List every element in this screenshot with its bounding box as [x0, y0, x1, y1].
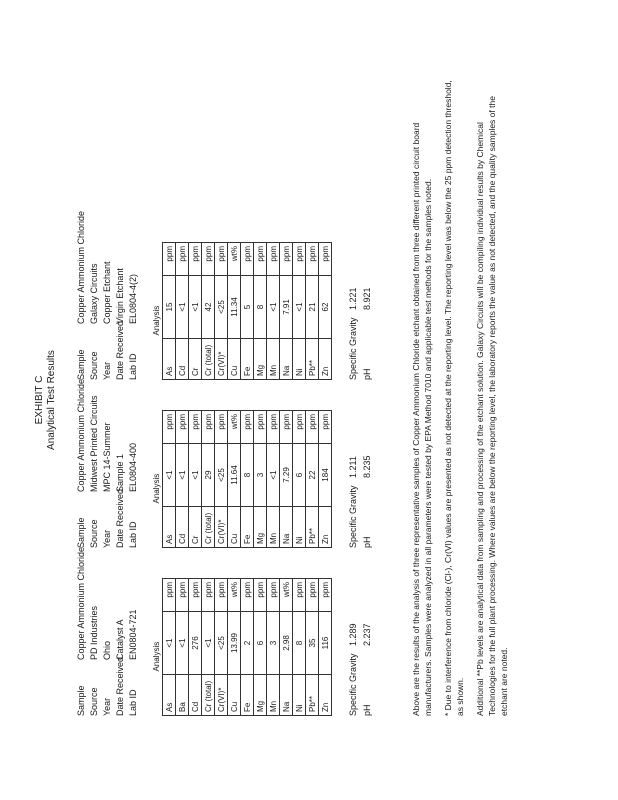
- analyte-cell: Cr(VI)*: [215, 675, 228, 716]
- value-cell: 2.98: [280, 612, 293, 675]
- analyte-cell: Ni: [293, 507, 306, 548]
- info-value: Copper Ammonium Chloride: [76, 546, 86, 660]
- analyte-cell: Cu: [228, 507, 241, 548]
- info-label: Sample: [76, 685, 86, 716]
- exhibit-title: EXHIBIT C: [34, 375, 45, 425]
- value-cell: 42: [202, 276, 215, 339]
- table-row: [215, 411, 228, 548]
- unit-cell: ppm: [280, 411, 293, 444]
- specific-gravity-label: Specific Gravity: [348, 653, 358, 716]
- table-row: [293, 411, 306, 548]
- value-cell: <1: [163, 612, 176, 675]
- analyte-cell: Pb**: [306, 339, 319, 380]
- info-label: Date Received: [115, 488, 125, 548]
- analysis-table: [150, 242, 332, 380]
- ph-label: pH: [362, 536, 372, 548]
- info-value: Virgin Etchant: [115, 268, 125, 324]
- unit-cell: ppm: [267, 243, 280, 276]
- value-cell: <1: [202, 612, 215, 675]
- value-cell: 184: [319, 444, 332, 507]
- analyte-cell: Mg: [254, 675, 267, 716]
- table-row: [280, 411, 293, 548]
- value-cell: <1: [163, 444, 176, 507]
- unit-cell: ppm: [319, 579, 332, 612]
- unit-cell: ppm: [280, 243, 293, 276]
- analyte-cell: Ba: [176, 675, 189, 716]
- analysis-table: [150, 578, 332, 716]
- table-row: [254, 579, 267, 716]
- specific-gravity-label: Specific Gravity: [348, 317, 358, 380]
- table-row: [163, 243, 176, 380]
- table-row: [176, 243, 189, 380]
- unit-cell: ppm: [319, 411, 332, 444]
- ph-value: 8.235: [362, 455, 372, 478]
- value-cell: <25: [215, 276, 228, 339]
- table-row: [163, 579, 176, 716]
- unit-cell: ppm: [306, 579, 319, 612]
- info-value: Copper Ammonium Chloride: [76, 210, 86, 324]
- info-value: Copper Etchant: [102, 261, 112, 324]
- table-row: [306, 243, 319, 380]
- table-row: [306, 411, 319, 548]
- unit-cell: wt%: [228, 243, 241, 276]
- value-cell: 8: [241, 444, 254, 507]
- value-cell: 7.91: [280, 276, 293, 339]
- unit-cell: ppm: [293, 411, 306, 444]
- unit-cell: ppm: [241, 243, 254, 276]
- info-value: Sample 1: [115, 453, 125, 492]
- value-cell: <1: [176, 444, 189, 507]
- info-label: Year: [102, 529, 112, 548]
- info-value: EL0804-4(2): [128, 273, 138, 324]
- analyte-cell: Pb**: [306, 675, 319, 716]
- analyte-cell: Cd: [189, 675, 202, 716]
- unit-cell: ppm: [306, 411, 319, 444]
- unit-cell: ppm: [176, 243, 189, 276]
- info-label: Source: [89, 687, 99, 716]
- unit-cell: ppm: [319, 243, 332, 276]
- table-row: [267, 579, 280, 716]
- table-row: [176, 411, 189, 548]
- table-row: [293, 579, 306, 716]
- value-cell: <25: [215, 612, 228, 675]
- info-value: MPC 14-Summer: [102, 422, 112, 492]
- table-row: [189, 411, 202, 548]
- value-cell: <1: [189, 444, 202, 507]
- note-paragraph: Additional **Pb levels are analytical data from sampling and processing of the etchant solution. Galaxy Circuits will be compiling individual results by Chemical Technologies for the full plant processing. Where values are below the reporting level, the laboratory reports the value as not detected, and the quality samples of the etchant are noted.: [475, 96, 509, 716]
- analyte-cell: Zn: [319, 675, 332, 716]
- table-row: [267, 411, 280, 548]
- unit-cell: ppm: [215, 243, 228, 276]
- value-cell: 8: [254, 276, 267, 339]
- specific-gravity-value: 1.211: [348, 456, 358, 478]
- unit-cell: ppm: [293, 579, 306, 612]
- table-row: [228, 579, 241, 716]
- info-label: Lab ID: [128, 521, 138, 548]
- analyte-cell: Fe: [241, 507, 254, 548]
- table-row: [254, 411, 267, 548]
- specific-gravity-label: Specific Gravity: [348, 485, 358, 548]
- unit-cell: ppm: [241, 411, 254, 444]
- value-cell: 35: [306, 612, 319, 675]
- table-row: [306, 579, 319, 716]
- unit-cell: ppm: [176, 411, 189, 444]
- analyte-cell: Fe: [241, 675, 254, 716]
- info-label: Source: [89, 351, 99, 380]
- table-row: [215, 243, 228, 380]
- value-cell: 276: [189, 612, 202, 675]
- ph-value: 8.921: [362, 287, 372, 310]
- unit-cell: ppm: [163, 411, 176, 444]
- table-row: [202, 243, 215, 380]
- analyte-cell: Cu: [228, 339, 241, 380]
- value-cell: 6: [293, 444, 306, 507]
- analyte-cell: Ni: [293, 339, 306, 380]
- table-header: Analysis: [150, 411, 163, 507]
- unit-cell: wt%: [228, 579, 241, 612]
- info-value: Galaxy Circuits: [89, 263, 99, 324]
- value-cell: 13.99: [228, 612, 241, 675]
- table-header: Analysis: [150, 579, 163, 675]
- table-row: [319, 579, 332, 716]
- table-row: [280, 243, 293, 380]
- ph-label: pH: [362, 704, 372, 716]
- analyte-cell: Na: [280, 339, 293, 380]
- unit-cell: ppm: [241, 579, 254, 612]
- note-paragraph: * Due to interference from chloride (Cl-), Cr(VI) values are presented as not detected at the reporting level. The reporting level was below the 25 ppm detection threshold, as shown.: [443, 80, 465, 716]
- unit-cell: ppm: [163, 243, 176, 276]
- table-row: [267, 243, 280, 380]
- unit-cell: wt%: [228, 411, 241, 444]
- table-row: [254, 243, 267, 380]
- analyte-cell: Mn: [267, 507, 280, 548]
- unit-cell: ppm: [254, 243, 267, 276]
- value-cell: 3: [254, 444, 267, 507]
- info-value: PD Industries: [89, 605, 99, 660]
- analyte-cell: Mn: [267, 339, 280, 380]
- value-cell: <1: [176, 612, 189, 675]
- analyte-cell: Zn: [319, 507, 332, 548]
- analyte-cell: Mg: [254, 507, 267, 548]
- value-cell: 29: [202, 444, 215, 507]
- info-label: Sample: [76, 517, 86, 548]
- note-paragraph: Above are the results of the analysis of three representative samples of Copper Ammonium Chloride etchant obtained from three different printed circuit board manufacturers. Samples were analyzed in all parameters were tested by EPA Method 7010 and applicable test methods for the samples noted.: [411, 122, 433, 716]
- unit-cell: ppm: [254, 579, 267, 612]
- table-row: [241, 411, 254, 548]
- table-row: [319, 243, 332, 380]
- table-row: [228, 243, 241, 380]
- value-cell: 11.64: [228, 444, 241, 507]
- unit-cell: wt%: [280, 579, 293, 612]
- table-row: [280, 579, 293, 716]
- table-row: [228, 411, 241, 548]
- info-value: Catalyst A: [115, 619, 125, 660]
- analyte-cell: Cr(VI)*: [215, 507, 228, 548]
- value-cell: 116: [319, 612, 332, 675]
- analyte-cell: Cr(VI)*: [215, 339, 228, 380]
- unit-cell: ppm: [189, 411, 202, 444]
- value-cell: <1: [267, 276, 280, 339]
- value-cell: 62: [319, 276, 332, 339]
- value-cell: 6: [254, 612, 267, 675]
- value-cell: 11.34: [228, 276, 241, 339]
- unit-cell: ppm: [202, 411, 215, 444]
- unit-cell: ppm: [267, 411, 280, 444]
- info-label: Source: [89, 519, 99, 548]
- analyte-cell: Pb**: [306, 507, 319, 548]
- value-cell: 5: [241, 276, 254, 339]
- table-row: [241, 579, 254, 716]
- info-value: Copper Ammonium Chloride: [76, 378, 86, 492]
- analyte-cell: Cd: [176, 507, 189, 548]
- table-row: [176, 579, 189, 716]
- value-cell: <1: [189, 276, 202, 339]
- info-label: Year: [102, 697, 112, 716]
- info-value: EN0804-721: [128, 609, 138, 660]
- notes-section: [410, 76, 518, 716]
- value-cell: 21: [306, 276, 319, 339]
- value-cell: 8: [293, 612, 306, 675]
- ph-label: pH: [362, 368, 372, 380]
- analyte-cell: Cr (total): [202, 675, 215, 716]
- value-cell: <1: [267, 444, 280, 507]
- unit-cell: ppm: [189, 579, 202, 612]
- table-row: [189, 579, 202, 716]
- table-header: Analysis: [150, 243, 163, 339]
- value-cell: 7.29: [280, 444, 293, 507]
- analyte-cell: Cd: [176, 339, 189, 380]
- unit-cell: ppm: [202, 579, 215, 612]
- table-row: [293, 243, 306, 380]
- unit-cell: ppm: [215, 411, 228, 444]
- unit-cell: ppm: [176, 579, 189, 612]
- analyte-cell: Zn: [319, 339, 332, 380]
- analyte-cell: As: [163, 507, 176, 548]
- analyte-cell: Na: [280, 507, 293, 548]
- analyte-cell: Cr (total): [202, 507, 215, 548]
- unit-cell: ppm: [267, 579, 280, 612]
- analyte-cell: Ni: [293, 675, 306, 716]
- unit-cell: ppm: [254, 411, 267, 444]
- value-cell: 15: [163, 276, 176, 339]
- specific-gravity-value: 1.289: [348, 623, 358, 646]
- table-row: [189, 243, 202, 380]
- exhibit-subtitle: Analytical Test Results: [46, 350, 57, 450]
- info-value: Midwest Printed Circuits: [89, 395, 99, 492]
- analyte-cell: Cr: [189, 339, 202, 380]
- analyte-cell: Mn: [267, 675, 280, 716]
- unit-cell: ppm: [163, 579, 176, 612]
- unit-cell: ppm: [293, 243, 306, 276]
- table-row: [202, 411, 215, 548]
- value-cell: <1: [176, 276, 189, 339]
- analyte-cell: Mg: [254, 339, 267, 380]
- table-row: [163, 411, 176, 548]
- unit-cell: ppm: [202, 243, 215, 276]
- table-row: [241, 243, 254, 380]
- analyte-cell: Na: [280, 675, 293, 716]
- info-label: Sample: [76, 349, 86, 380]
- table-row: [202, 579, 215, 716]
- ph-value: 2.237: [362, 623, 372, 646]
- info-value: Ohio: [102, 640, 112, 660]
- analyte-cell: As: [163, 339, 176, 380]
- analyte-cell: Cr: [189, 507, 202, 548]
- specific-gravity-value: 1.221: [348, 287, 358, 310]
- info-label: Year: [102, 361, 112, 380]
- analyte-cell: As: [163, 675, 176, 716]
- analyte-cell: Cu: [228, 675, 241, 716]
- value-cell: 22: [306, 444, 319, 507]
- table-row: [319, 411, 332, 548]
- info-label: Date Received: [115, 320, 125, 380]
- analysis-table: [150, 410, 332, 548]
- unit-cell: ppm: [189, 243, 202, 276]
- unit-cell: ppm: [215, 579, 228, 612]
- value-cell: 3: [267, 612, 280, 675]
- value-cell: <1: [293, 276, 306, 339]
- value-cell: <25: [215, 444, 228, 507]
- table-row: [215, 579, 228, 716]
- info-label: Lab ID: [128, 353, 138, 380]
- info-label: Lab ID: [128, 689, 138, 716]
- value-cell: 2: [241, 612, 254, 675]
- info-label: Date Received: [115, 656, 125, 716]
- analyte-cell: Fe: [241, 339, 254, 380]
- analyte-cell: Cr (total): [202, 339, 215, 380]
- info-value: EL0804-400: [128, 442, 138, 492]
- unit-cell: ppm: [306, 243, 319, 276]
